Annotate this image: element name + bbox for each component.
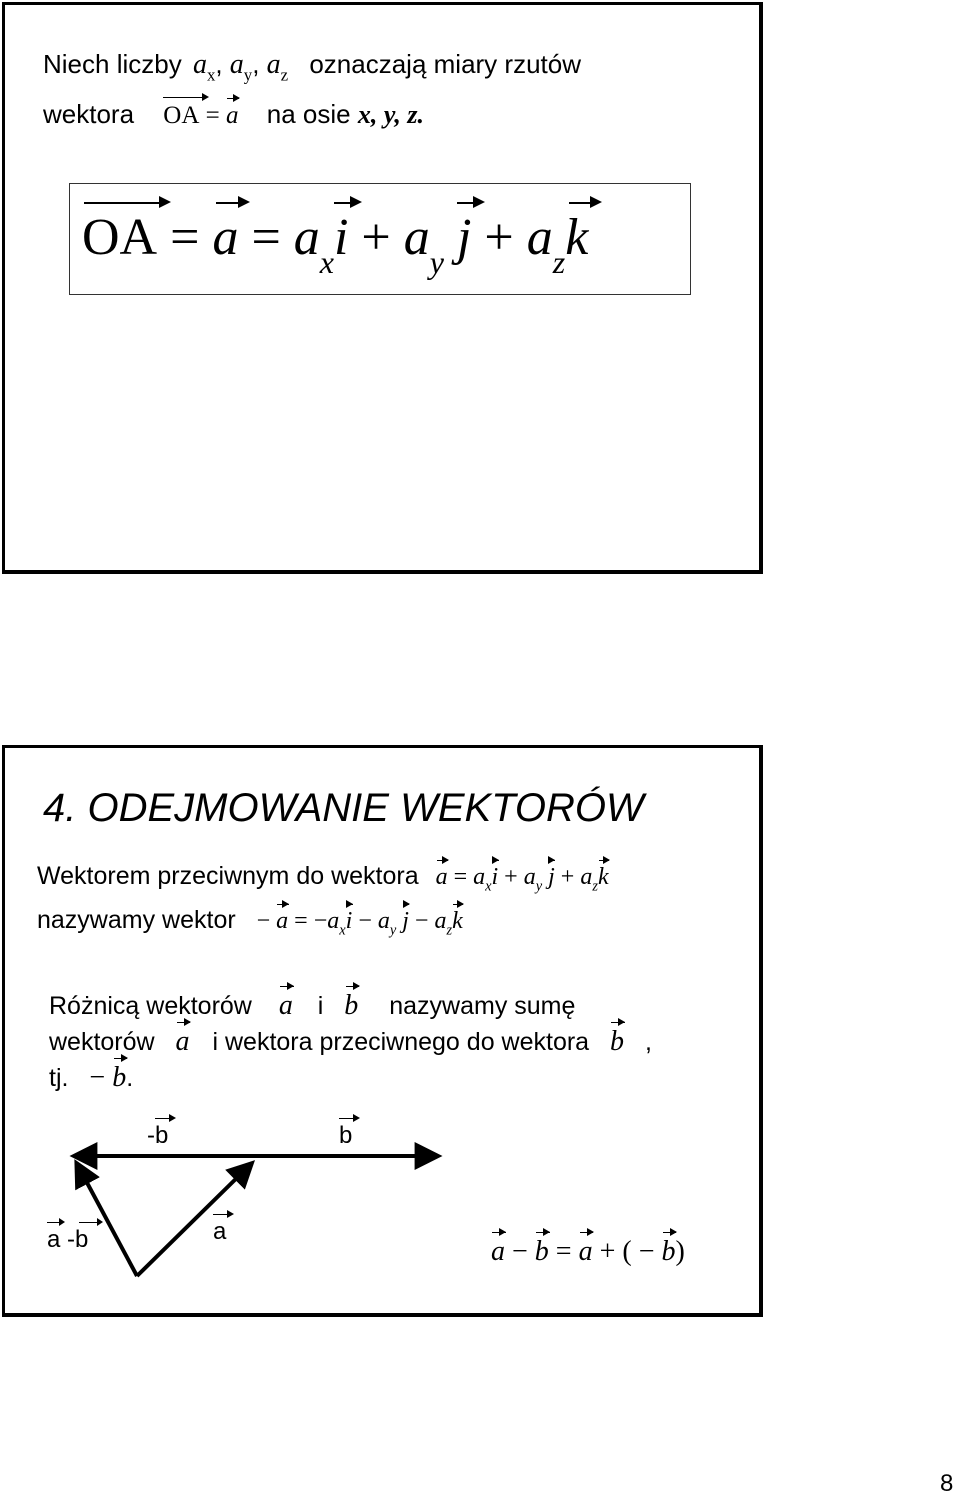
- page-number: 8: [940, 1470, 954, 1497]
- a-minus-b-arrow: [77, 1164, 137, 1276]
- label-a: a: [213, 1218, 226, 1246]
- slide-vector-subtraction: [2, 745, 763, 1317]
- opposite-vector-line-1: Wektorem przeciwnym do wektora $a = a_xi + a_y$ $j + a_zk$: [37, 862, 609, 895]
- subtraction-formula: a − b = a + ( − b): [491, 1236, 685, 1267]
- decomposition-formula: OA = a = $a_xi$ + $a_y$ j + $a_zk$: [82, 208, 588, 292]
- section-title: 4. ODEJMOWANIE WEKTORÓW: [43, 786, 644, 830]
- difference-definition-line-2: wektorów a i wektora przeciwnego do wektora b ,: [49, 1026, 652, 1057]
- formula-box: [69, 183, 691, 295]
- difference-definition-line-3: tj. − b.: [49, 1062, 134, 1093]
- a-arrow: [137, 1164, 251, 1276]
- components-line-1: Niech liczby $a_x$, $a_y$, $a_z$ oznaczają miary rzutów: [43, 49, 581, 85]
- difference-definition-line-1: Różnicą wektorów a i b nazywamy sumę: [49, 990, 576, 1021]
- label-a-minus-b: a -b: [47, 1226, 88, 1254]
- components-line-2: wektora OA = a na osie x, y, z.: [43, 99, 424, 130]
- slide-vector-components: [2, 2, 763, 574]
- label-neg-b: -b: [147, 1122, 168, 1150]
- opposite-vector-line-2: nazywamy wektor − $a = -a_xi - a_y$ $j - a_zk$: [37, 906, 463, 939]
- subtraction-diagram: [5, 748, 760, 1313]
- label-b: b: [339, 1122, 352, 1150]
